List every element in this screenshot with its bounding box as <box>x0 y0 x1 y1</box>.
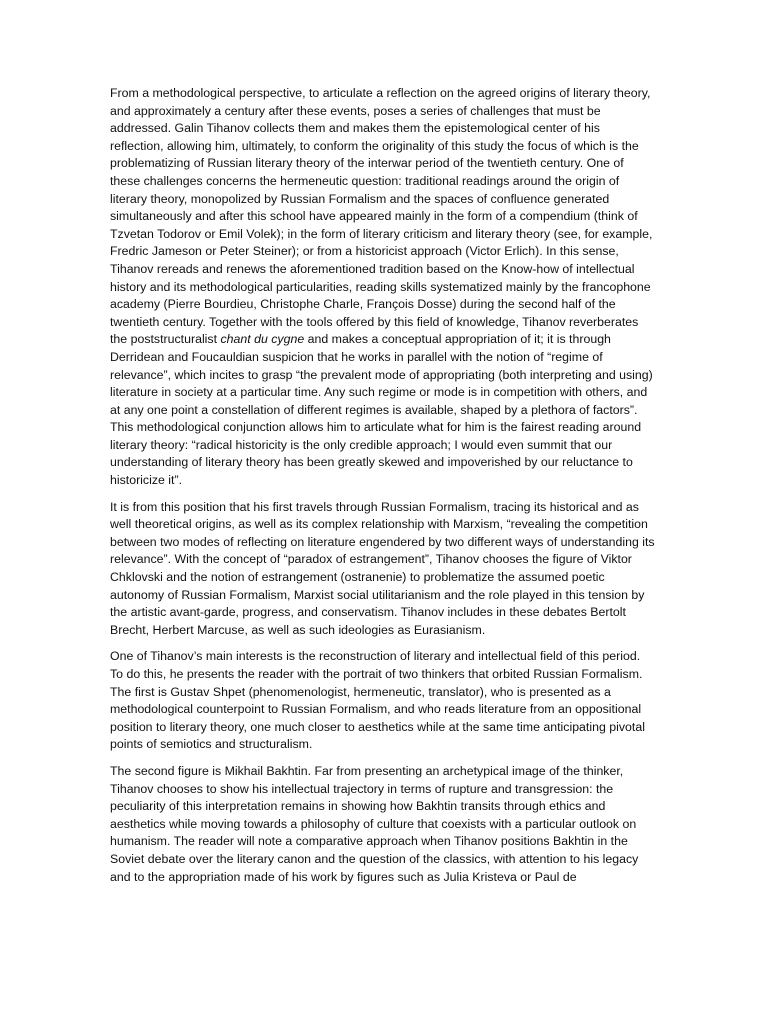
paragraph-1-text-start: From a methodological perspective, to articulate a reflection on the agreed origins of literary theory, and approximately a century after these events, poses a series of challenges that must be addressed. Galin Tihanov collects them and makes them the epistemological center of his reflection, allowing him, ultimately, to conform the originality of this study the focus of which is the problematizing of Russian literary theory of the interwar period of the twentieth century. One of these challenges concerns the hermeneutic question: traditional readings around the origin of literary theory, monopolized by Russian Formalism and the spaces of confluence generated simultaneously and after this school have appeared mainly in the form of a compendium (think of Tzvetan Todorov or Emil Volek); in the form of literary criticism and literary theory (see, for example, Fredric Jameson or Peter Steiner); or from a historicist approach (Victor Erlich). In this sense, Tihanov rereads and renews the aforementioned tradition based on the Know-how of intellectual history and its methodological particularities, reading skills systematized mainly by the francophone academy (Pierre Bourdieu, Christophe Charle, François Dosse) during the second half of the twentieth century. Together with the tools offered by this field of knowledge, Tihanov reverberates the poststructuralist <box>110 86 653 347</box>
paragraph-russian-formalism: It is from this position that his first travels through Russian Formalism, tracing its historical and as well theoretical origins, as well as its complex relationship with Marxism, “revealing the competition between two modes of reflecting on literature engendered by two different ways of understanding its relevance”. With the concept of “paradox of estrangement”, Tihanov chooses the figure of Viktor Chklovski and the notion of estrangement (ostranenie) to problematize the assumed poetic autonomy of Russian Formalism, Marxist social utilitarianism and the role played in this tension by the artistic avant-garde, progress, and conservatism. Tihanov includes in these debates Bertolt Brecht, Herbert Marcuse, as well as such ideologies as Eurasianism. <box>110 499 655 637</box>
document-page <box>110 85 656 895</box>
paragraph-bakhtin: The second figure is Mikhail Bakhtin. Far from presenting an archetypical image of the thinker, Tihanov chooses to show his intellectual trajectory in terms of rupture and transgression: the peculiarity of this interpretation remains in showing how Bakhtin transits through ethics and aesthetics while moving towards a philosophy of culture that coexists with a particular outlook on humanism. The reader will note a comparative approach when Tihanov positions Bakhtin in the Soviet debate over the literary canon and the question of the classics, with attention to his legacy and to the appropriation made of his work by figures such as Julia Kristeva or Paul de <box>110 763 639 884</box>
paragraph-intellectual-field: One of Tihanov’s main interests is the reconstruction of literary and intellectual field of this period. To do this, he presents the reader with the portrait of two thinkers that orbited Russian Formalism. The first is Gustav Shpet (phenomenologist, hermeneutic, translator), who is presented as a methodological counterpoint to Russian Formalism, and who reads literature from an oppositional position to literary theory, one much closer to aesthetics while at the same time anticipating pivotal points of semiotics and structuralism. <box>110 649 645 752</box>
paragraph-1-text-end: and makes a conceptual appropriation of it; it is through Derridean and Foucauldian suspicion that he works in parallel with the notion of “regime of relevance”, which incites to grasp “the prevalent mode of appropriating (both interpreting and using) literature in society at a particular time. Any such regime or mode is in competition with others, and at any one point a constellation of different regimes is available, shaped by a plethora of factors”. This methodological conjunction allows him to articulate what for him is the fairest reading around literary theory: “radical historicity is the only credible approach; I would even summit that our understanding of literary theory has been greatly skewed and impoverished by our reluctance to historicize it”. <box>110 332 653 488</box>
paragraph-methodological-perspective <box>110 85 656 490</box>
italic-phrase: chant du cygne <box>220 332 305 347</box>
